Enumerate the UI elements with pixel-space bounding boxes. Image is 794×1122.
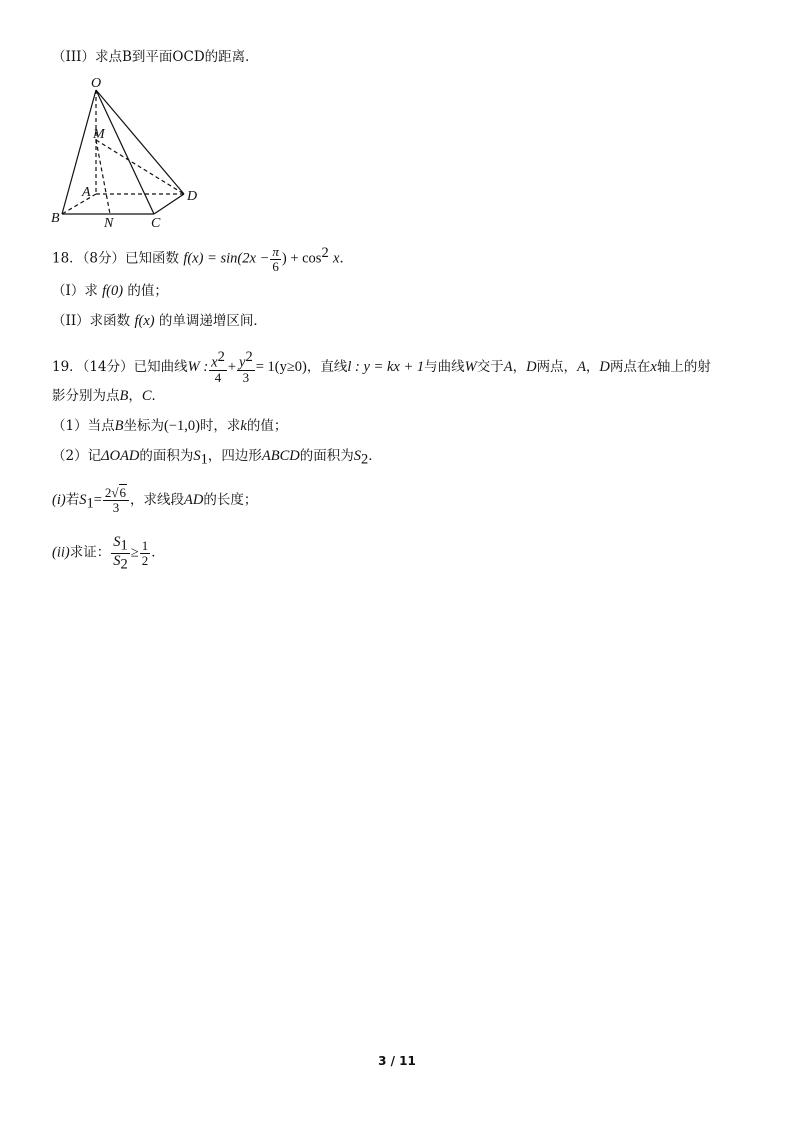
q19-part2-ii [52, 535, 165, 571]
q19-xaxis: x [650, 359, 657, 376]
q19-p1-post: 的值； [246, 418, 288, 434]
q19-i-mid: ，求线段 [130, 492, 185, 508]
q19-statement-line2 [52, 386, 165, 406]
q19-i-den: 3 [112, 500, 120, 515]
label-N: N [104, 216, 114, 231]
q19-p1-pre: （1）当点 [52, 418, 115, 434]
q18-formula-part: f(x) = sin(2x − [183, 250, 270, 267]
q19-p1-B: B [114, 418, 124, 434]
q19-p1-coord: (−1,0) [163, 418, 200, 434]
q18-part2-pre: （II）求函数 [52, 313, 131, 329]
q19-W: W : [187, 359, 209, 376]
q19-comma: ， [128, 388, 142, 404]
q19-i-post: 的长度； [203, 492, 258, 508]
q19-y: y [239, 354, 246, 371]
q19-ii-S-num: S [113, 534, 121, 550]
page-number: 3 / 11 [378, 1054, 416, 1068]
q19-frac-y: $\frac{y^2}{3}$ [239, 349, 253, 386]
q17-part3: （III）求点B到平面OCD的距离． [52, 49, 259, 65]
q19-ii-post: ． [151, 544, 165, 561]
q19-ii-rel: ≥ [130, 544, 139, 561]
q19-p1-mid2: 时，求 [199, 418, 241, 434]
q18-statement [52, 243, 353, 274]
q19-p2-mid2: ，四边形 [207, 448, 262, 464]
q19-part2 [52, 446, 382, 470]
q19-statement-line1: 19．（14分）已知曲线W : $\frac{x^2}{4}$ + $\frac{y^2}{3}$ = 1(y≥0)，直线l : y = kx + 1与曲线W交于A，D两点，A，D两点在x轴上的射 [52, 349, 711, 386]
q19-p2-post: ． [368, 448, 382, 464]
q19-text: ， [585, 359, 600, 376]
q19-ii-one: 1 [141, 537, 149, 553]
edge-OC [96, 90, 154, 214]
label-D: D [187, 189, 198, 204]
q18-part2-formula: f(x) [134, 313, 155, 329]
edge-CD [154, 194, 184, 214]
q18-part1-post: 的值； [127, 283, 168, 299]
q19-text: 两点， [536, 359, 578, 376]
label-C: C [151, 216, 161, 231]
q19-line2-pre: 影分别为点 [52, 388, 120, 404]
q19-text: 两点在 [609, 359, 651, 376]
q19-p2-S2: S [353, 448, 362, 464]
q19-sub1: 1 [200, 451, 208, 468]
edge-MD [96, 140, 184, 194]
q19-part1 [52, 416, 287, 436]
q19-p1-k: k [240, 418, 247, 434]
q19-x: x [211, 354, 218, 371]
q19-i-num-b: 6 [119, 485, 127, 500]
q19-i-pre: 若 [65, 492, 80, 508]
q19-p2-S1: S [193, 448, 201, 464]
q18-six: 6 [272, 258, 279, 274]
pyramid-figure [44, 72, 214, 232]
edge-MN [96, 140, 110, 214]
q19-cond: = 1(y≥0) [255, 359, 307, 376]
q18-part1 [52, 281, 168, 301]
q19-p1-mid: 坐标为 [123, 418, 164, 434]
q18-fraction [270, 245, 281, 274]
q18-part2-post: 的单调递增区间． [158, 313, 267, 329]
q19-text: 交于 [476, 359, 504, 376]
q19-p2-tri: ΔOAD [101, 448, 140, 464]
q19-text: ， [512, 359, 527, 376]
label-M: M [93, 127, 105, 142]
q19-A: A [503, 359, 513, 376]
edge-OD [96, 90, 184, 194]
q19-i-AD: AD [184, 492, 204, 508]
q19-line-eq: l : y = kx + 1 [347, 359, 425, 376]
q18-square: 2 [321, 245, 329, 261]
q19-four: 4 [214, 370, 222, 386]
q19-A2: A [577, 359, 586, 376]
q19-part2-i: (i)若$S_1=$ $\frac{2√6}{3}$ ，求线段AD的长度； [52, 485, 258, 515]
label-O: O [91, 76, 102, 91]
q19-ii-pre: 求证： [69, 544, 111, 561]
q19-B: B [119, 388, 129, 404]
q19-i-num-a: 2 [104, 485, 112, 500]
q18-x: x [333, 250, 340, 267]
q19-text: 轴上的射 [656, 359, 711, 376]
q19-p2-pre: （2）记 [52, 448, 102, 464]
q19-p2-mid: 的面积为 [139, 448, 194, 464]
q19-C: C [141, 388, 152, 404]
q19-p2-quad: ABCD [261, 448, 300, 464]
q18-pi: π [272, 243, 279, 259]
q18-end: ． [339, 250, 353, 267]
q19-D2: D [599, 359, 610, 376]
q19-frac-x: $\frac{x^2}{4}$ [211, 349, 225, 386]
q19-i-S1: S [79, 492, 87, 508]
q19-W2: W [464, 359, 477, 376]
q19-ii-frac-s: $\frac{S_1}{S_2}$ [113, 534, 128, 573]
q18-formula-part: ) + cos [281, 250, 322, 267]
q19-ii-two: 2 [141, 552, 149, 568]
label-B: B [51, 211, 60, 226]
q19-ii-frac-half [140, 539, 151, 568]
q19-p2-mid3: 的面积为 [299, 448, 354, 464]
q18-part2 [52, 311, 267, 331]
q18-part1-pre: （I）求 [52, 283, 98, 299]
q19-i-label: (i) [52, 492, 66, 508]
q19-ii-label: (ii) [52, 544, 70, 561]
q18-part1-formula: f(0) [102, 283, 124, 299]
q19-text: 与曲线 [424, 359, 465, 376]
q19-text: ，直线 [306, 359, 348, 376]
q19-prefix: 19．（14分）已知曲线 [52, 359, 188, 376]
q19-sub2: 2 [361, 451, 369, 468]
q19-D: D [526, 359, 537, 376]
q19-i-fraction: $\frac{2√6}{3}$ [103, 486, 129, 515]
edge-OB [62, 90, 96, 214]
q19-ii-S-den: S [113, 552, 121, 569]
label-A: A [82, 185, 91, 200]
q19-dot: ． [151, 388, 166, 404]
q19-i-eq: = [93, 492, 102, 508]
q19-three: 3 [242, 370, 250, 386]
q18-prefix: 18．（8分）已知函数 [52, 250, 180, 267]
